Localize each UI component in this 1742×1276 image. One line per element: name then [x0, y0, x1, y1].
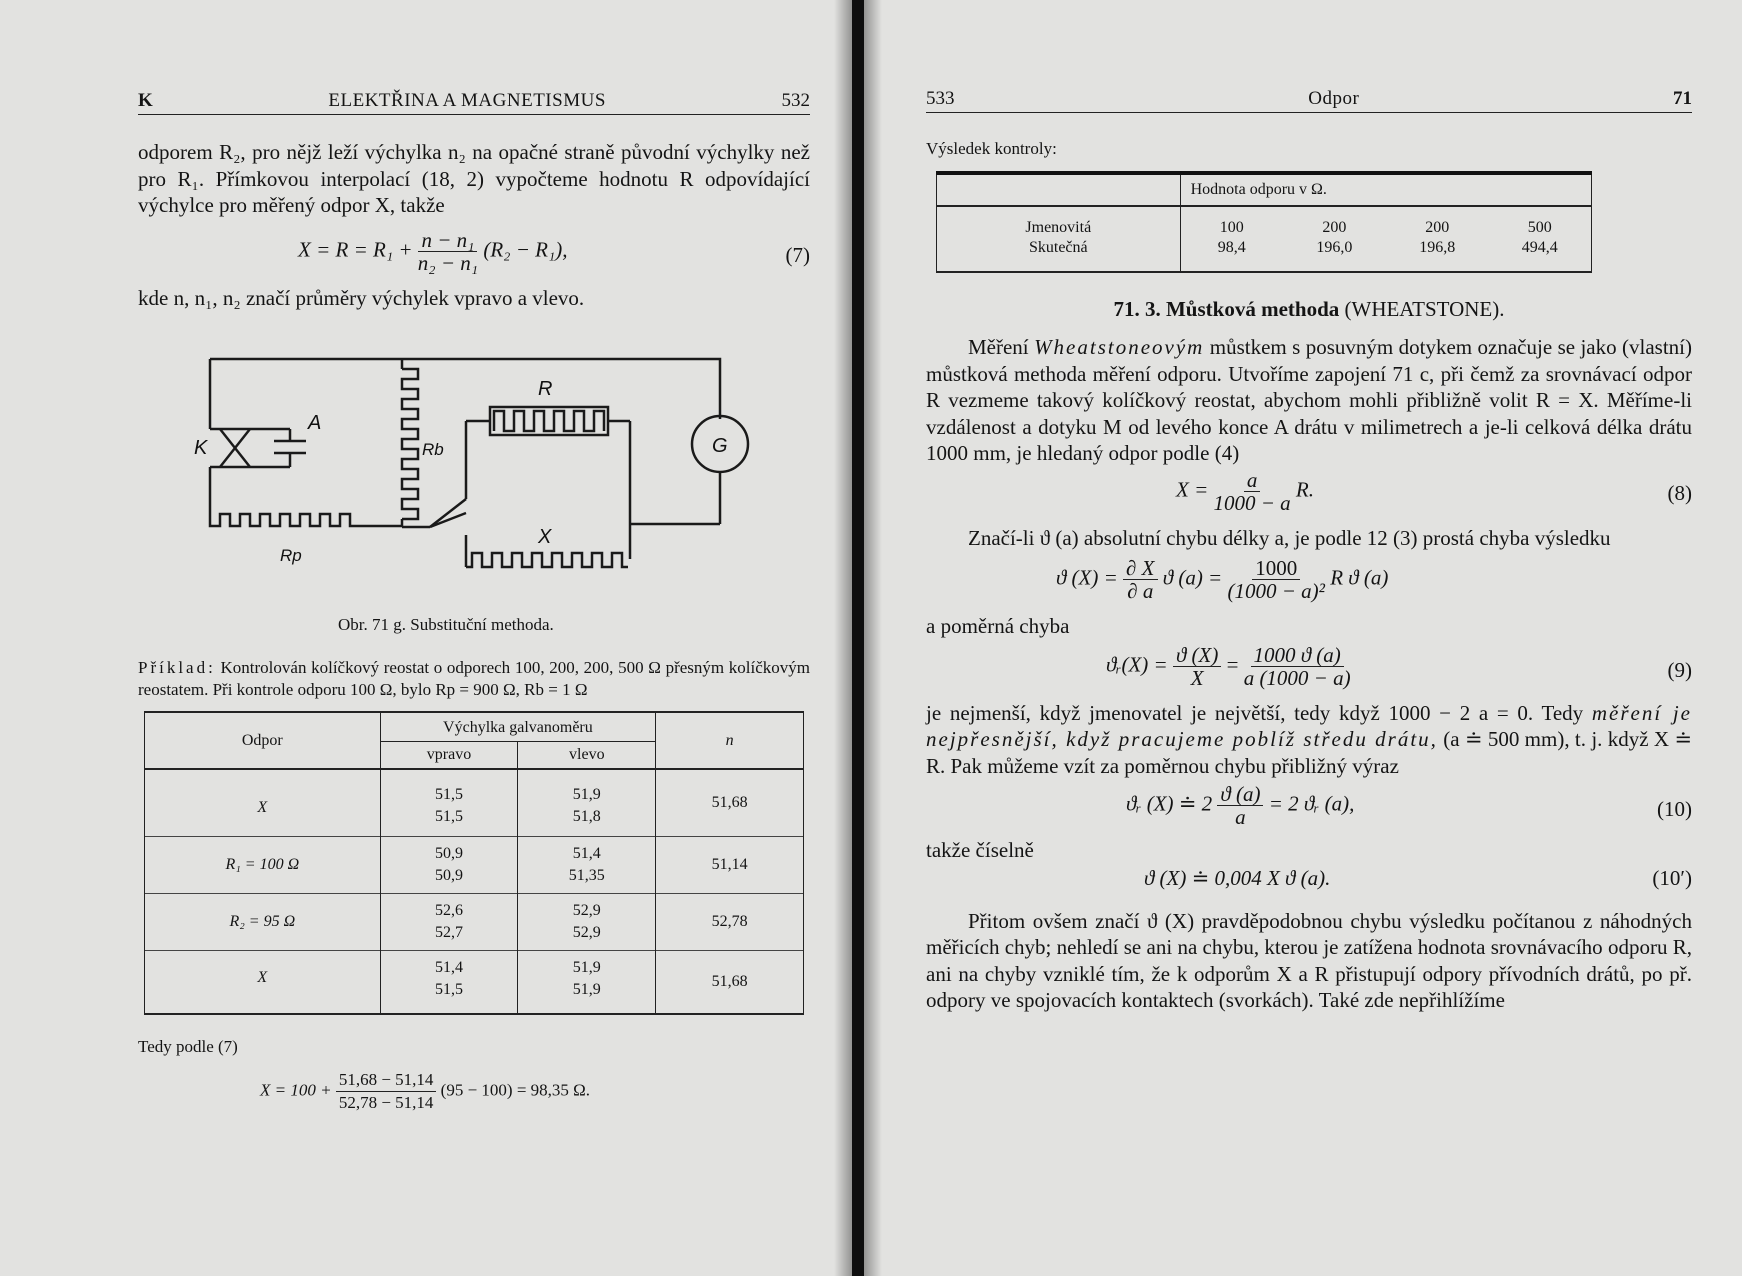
equation-7	[138, 225, 810, 285]
final-equation	[260, 1069, 810, 1114]
section-heading	[926, 297, 1692, 322]
equation-number: (9)	[1667, 657, 1692, 682]
col-vpravo: vpravo	[380, 742, 518, 770]
right-page	[864, 0, 1742, 1276]
label-Rb: Rb	[422, 440, 444, 459]
eq-lhs: X = 100 +	[260, 1080, 332, 1100]
equation-8: X = $\frac{a}{1000 - a}$ R. (8)	[1176, 467, 1692, 515]
paragraph: Přitom ovšem značí ϑ (X) pravděpodobnou chybu výsledku počítanou z náhodných měřicích chyb; nehledí se ani na chybu, kterou je zatížena hodnota srovnávacího odporu R, ani na chyby vzniklé tím, že k odporům X a R přistupují odpory přívodních drátů, po př. odpory ve spojovacích kontaktech (svorkách). Také zde nepřihlížíme	[926, 908, 1692, 1012]
spine-shadow	[864, 0, 882, 1276]
header-letter: K	[138, 90, 153, 111]
measurement-table	[144, 711, 804, 1015]
left-page	[0, 0, 852, 1276]
table-row: X 51,4 51,5 51,9 51,9 51,68	[145, 951, 804, 1015]
paragraph: je nejmenší, když jmenovatel je největší, tedy když 1000 − 2 a = 0. Tedy měření je nejpřesnější, když pracujeme poblíž středu drátu, (a ≐ 500 mm), t. j. když X ≐ R. Pak můžeme vzít za poměrnou chybu přibližný výraz	[926, 700, 1693, 778]
eq-rhs: (95 − 100) = 98,35 Ω.	[440, 1080, 591, 1100]
eq-lhs: X = R = R₁ +	[298, 236, 413, 261]
circuit-diagram	[190, 329, 750, 599]
col-vlevo: vlevo	[518, 742, 656, 770]
header-title: ELEKTŘINA A MAGNETISMUS	[328, 90, 606, 111]
result-label: Výsledek kontroly:	[926, 139, 1057, 158]
paragraph: kde n, n₁, n₂ značí průměry výchylek vpravo a vlevo.	[138, 285, 585, 310]
example-label: Příklad:	[138, 658, 216, 677]
equation-number: (7)	[785, 242, 810, 267]
table-row: Jmenovitá 100 200 200 500	[937, 206, 1592, 238]
table-row: R₂ = 95 Ω 52,6 52,7 52,9 52,9 52,78	[145, 894, 804, 951]
equation-10: ϑᵣ (X) ≐ 2 $\frac{ϑ (a)}{a}$ = 2 ϑᵣ (a), (10)	[1126, 782, 1692, 829]
col-vychylka: Výchylka galvanoměru	[380, 712, 656, 742]
equation-10-prime: ϑ (X) ≐ 0,004 X ϑ (a). (10′)	[1144, 865, 1692, 890]
equation-9: ϑᵣ(X) = $\frac{ϑ (X)}{X}$ = $\frac{1000 ϑ (a)}{a (1000 - a)}$ (9)	[1106, 642, 1692, 690]
section-number: 71. 3.	[1113, 297, 1161, 321]
col-n: n	[656, 712, 804, 769]
section-subtitle: (WHEATSTONE).	[1344, 297, 1505, 321]
section-title: Můstková methoda	[1165, 297, 1340, 321]
table-row: R₁ = 100 Ω 50,9 50,9 51,4 51,35 51,14	[145, 837, 804, 894]
eq-denominator: 52,78 − 51,14	[338, 1093, 434, 1112]
equation-number: (10′)	[1652, 865, 1692, 890]
table-head: Hodnota odporu v Ω.	[1180, 173, 1591, 206]
eq-fraction	[418, 229, 478, 274]
spine-shadow	[834, 0, 852, 1276]
table-row: Skutečná 98,4 196,0 196,8 494,4	[937, 238, 1592, 272]
chapter-number: 71	[1673, 88, 1692, 109]
paragraph: Měření Wheatstoneovým můstkem s posuvným dotykem označuje se jako (vlastní) můstková methoda měření odporu. Utvoříme zapojení 71 c, při čemž za srovnávací odpor R vezmeme takový kolíčkový reostat, abychom mohli přibližně volit R = X. Měříme-li vzdálenost a dotyku M od levého konce A drátu v milimetrech a je-li celková délka drátu 1000 mm, je hledaný odpor podle (4)	[926, 335, 1692, 465]
paragraph: odporem R₂, pro nějž leží výchylka n₂ na opačné straně původní výchylky než pro R₁. Přímkovou interpolací (18, 2) vypočteme hodnotu R odpovídající výchylce pro měřený odpor X, takže	[138, 140, 810, 217]
label-G: G	[712, 435, 728, 457]
left-page-header	[138, 90, 810, 115]
paragraph: Značí-li ϑ (a) absolutní chybu délky a, je podle 12 (3) prostá chyba výsledku	[968, 525, 1611, 550]
example-paragraph	[138, 657, 810, 701]
equation-number: (8)	[1667, 480, 1692, 505]
eq-denominator: n₂ − n₁	[417, 250, 479, 275]
label-Rp: Rp	[280, 546, 302, 565]
table-row: X 51,5 51,5 51,9 51,8 51,68	[145, 769, 804, 837]
header-title: Odpor	[1308, 88, 1360, 109]
tedy-text: Tedy podle (7)	[138, 1037, 238, 1056]
paragraph: takže číselně	[926, 838, 1034, 862]
page-number: 532	[781, 90, 810, 111]
eq-numerator: 51,68 − 51,14	[336, 1069, 437, 1092]
equation-error: ϑ (X) = $\frac{\partial X}{\partial a}$ ϑ (a) = $\frac{1000}{\text{(1000 − a)²}}$ R ϑ (a)	[1056, 556, 1389, 603]
equation-number: (10)	[1657, 797, 1692, 821]
label-A: A	[308, 412, 322, 434]
page-number: 533	[926, 88, 955, 109]
label-R: R	[538, 378, 553, 400]
label-K: K	[194, 437, 208, 459]
label-X: X	[538, 526, 552, 548]
eq-numerator: n − n₁	[418, 229, 477, 252]
control-table	[936, 171, 1592, 273]
figure-caption: Obr. 71 g. Substituční methoda.	[338, 615, 554, 634]
right-page-header	[926, 88, 1692, 113]
eq-fraction	[336, 1069, 437, 1114]
paragraph: a poměrná chyba	[926, 614, 1070, 638]
example-text: Kontrolován kolíčkový reostat o odporech 100, 200, 200, 500 Ω přesným kolíčkovým reostatem. Při kontrole odporu 100 Ω, bylo Rp = 900 Ω, Rb = 1 Ω	[138, 658, 810, 699]
eq-rhs: (R₂ − R₁),	[483, 236, 568, 261]
col-odpor: Odpor	[145, 712, 381, 769]
